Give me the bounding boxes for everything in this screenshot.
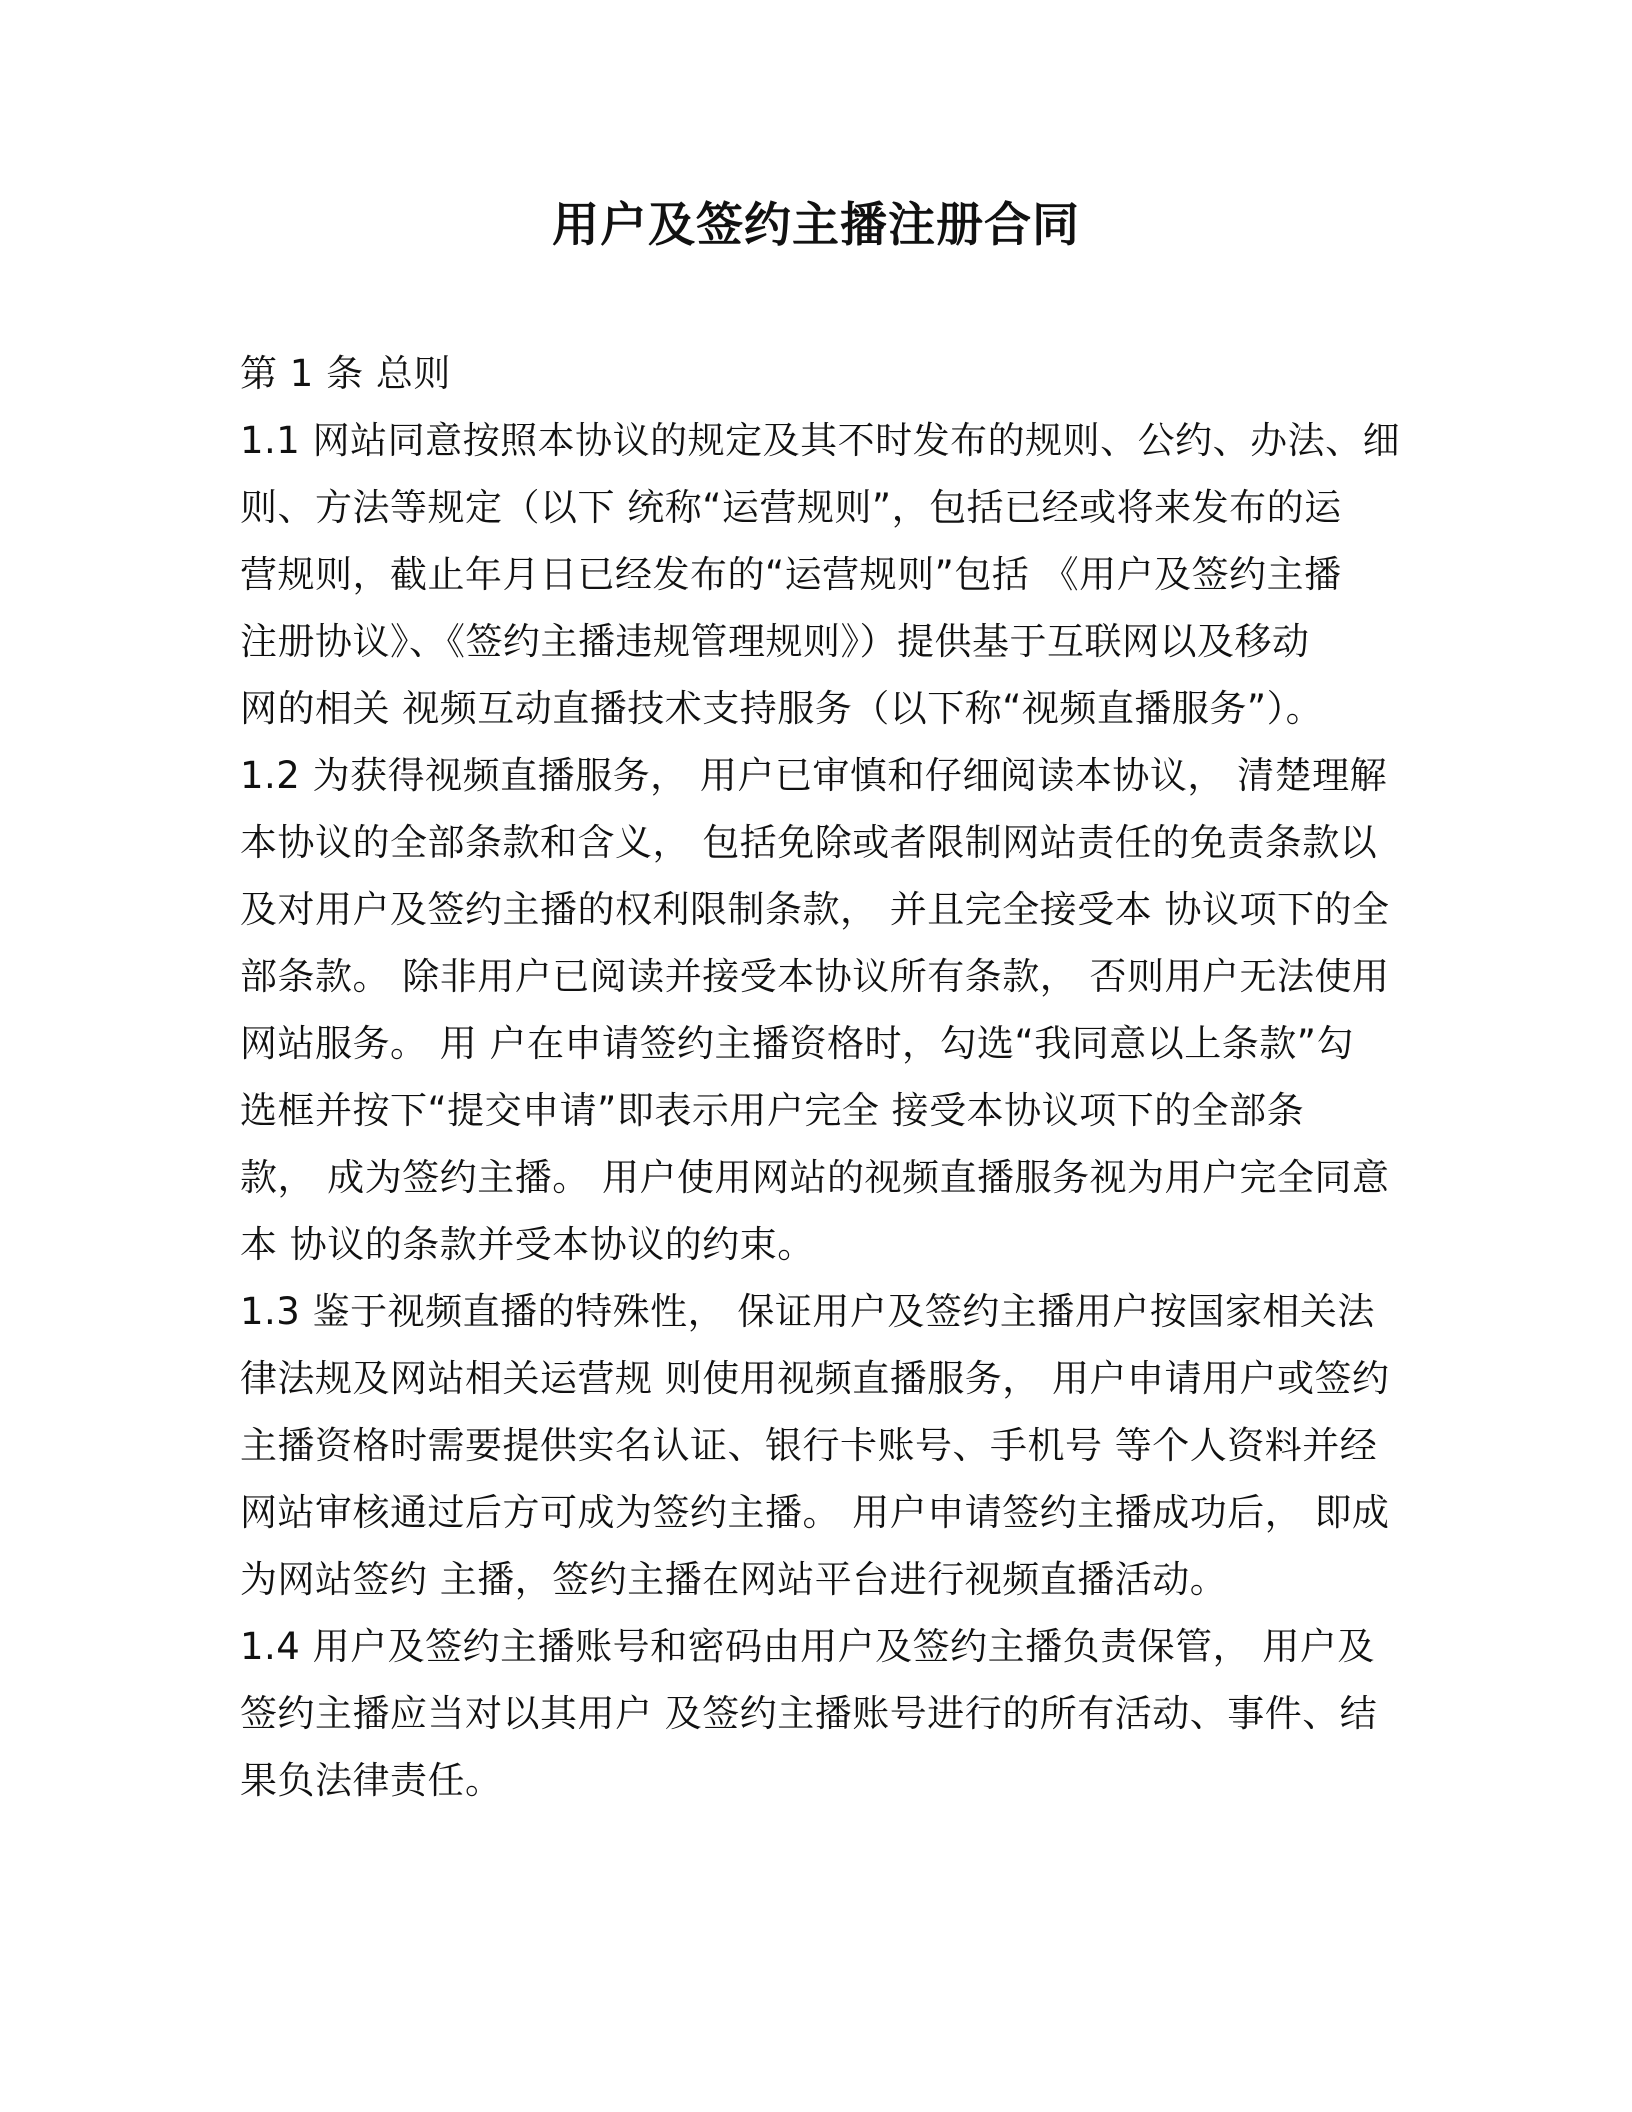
paragraph-line: 网站审核通过后方可成为签约主播。 用户申请签约主播成功后， 即成 bbox=[240, 1491, 1390, 1534]
paragraph-line: 1.1 网站同意按照本协议的规定及其不时发布的规则、公约、办法、细 bbox=[240, 419, 1401, 462]
paragraph-line: 律法规及网站相关运营规 则使用视频直播服务， 用户申请用户或签约 bbox=[240, 1357, 1390, 1400]
document-body bbox=[240, 340, 1401, 1814]
paragraph-line: 注册协议》、《签约主播违规管理规则》）提供基于互联网以及移动 bbox=[240, 620, 1310, 663]
paragraph-line: 网的相关 视频互动直播技术支持服务（以下称“视频直播服务”）。 bbox=[240, 687, 1324, 730]
section-heading: 第 1 条 总则 bbox=[240, 352, 451, 395]
paragraph-line: 1.3 鉴于视频直播的特殊性， 保证用户及签约主播用户按国家相关法 bbox=[240, 1290, 1375, 1333]
paragraph-line: 1.4 用户及签约主播账号和密码由用户及签约主播负责保管， 用户及 bbox=[240, 1625, 1375, 1668]
paragraph-line: 果负法律责任。 bbox=[240, 1759, 503, 1802]
paragraph-line: 主播资格时需要提供实名认证、银行卡账号、手机号 等个人资料并经 bbox=[240, 1424, 1378, 1467]
paragraph-line: 1.2 为获得视频直播服务， 用户已审慎和仔细阅读本协议， 清楚理解 bbox=[240, 754, 1388, 797]
document-title: 用户及签约主播注册合同 bbox=[552, 198, 1080, 253]
paragraph-line: 本协议的全部条款和含义， 包括免除或者限制网站责任的免责条款以 bbox=[240, 821, 1378, 864]
paragraph-line: 部条款。 除非用户已阅读并接受本协议所有条款， 否则用户无法使用 bbox=[240, 955, 1390, 998]
paragraph-line: 本 协议的条款并受本协议的约束。 bbox=[240, 1223, 815, 1266]
paragraph-line: 营规则，截止年月日已经发布的“运营规则”包括 《用户及签约主播 bbox=[240, 553, 1342, 596]
paragraph-line: 签约主播应当对以其用户 及签约主播账号进行的所有活动、事件、结 bbox=[240, 1692, 1378, 1735]
paragraph-line: 款， 成为签约主播。 用户使用网站的视频直播服务视为用户完全同意 bbox=[240, 1156, 1390, 1199]
paragraph-line: 网站服务。 用 户在申请签约主播资格时，勾选“我同意以上条款”勾 bbox=[240, 1022, 1354, 1065]
paragraph-line: 则、方法等规定（以下 统称“运营规则”，包括已经或将来发布的运 bbox=[240, 486, 1342, 529]
paragraph-line: 为网站签约 主播，签约主播在网站平台进行视频直播活动。 bbox=[240, 1558, 1228, 1601]
paragraph-line: 及对用户及签约主播的权利限制条款， 并且完全接受本 协议项下的全 bbox=[240, 888, 1390, 931]
paragraph-line: 选框并按下“提交申请”即表示用户完全 接受本协议项下的全部条 bbox=[240, 1089, 1305, 1132]
